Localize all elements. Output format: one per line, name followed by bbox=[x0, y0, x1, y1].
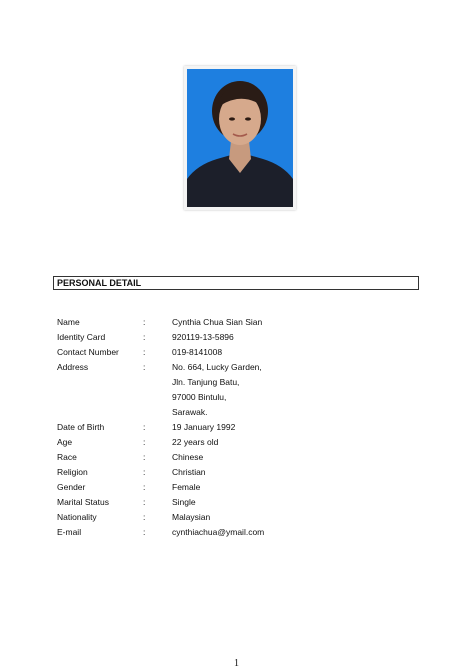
email-value: cynthiachua@ymail.com bbox=[172, 527, 265, 537]
profile-photo bbox=[184, 66, 296, 210]
detail-value: 920119-13-5896 bbox=[172, 332, 234, 342]
detail-colon: : bbox=[143, 317, 146, 327]
profile-photo-icon bbox=[187, 69, 293, 207]
detail-colon: : bbox=[143, 482, 146, 492]
detail-value: 97000 Bintulu, bbox=[172, 392, 227, 402]
detail-label: Address bbox=[57, 362, 89, 372]
detail-label: Name bbox=[57, 317, 80, 327]
detail-colon: : bbox=[143, 362, 146, 372]
detail-colon: : bbox=[143, 527, 146, 537]
detail-label: Identity Card bbox=[57, 332, 106, 342]
page-number: 1 bbox=[234, 658, 239, 669]
detail-colon: : bbox=[143, 452, 146, 462]
detail-label: Nationality bbox=[57, 512, 97, 522]
detail-colon: : bbox=[143, 467, 146, 477]
detail-value: Chinese bbox=[172, 452, 204, 462]
detail-label: Religion bbox=[57, 467, 88, 477]
detail-value: Sarawak. bbox=[172, 407, 208, 417]
detail-colon: : bbox=[143, 512, 146, 522]
detail-value: Cynthia Chua Sian Sian bbox=[172, 317, 263, 327]
detail-value: No. 664, Lucky Garden, bbox=[172, 362, 262, 372]
detail-label: Contact Number bbox=[57, 347, 119, 357]
detail-label: Marital Status bbox=[57, 497, 109, 507]
detail-value: Jln. Tanjung Batu, bbox=[172, 377, 240, 387]
detail-value: Christian bbox=[172, 467, 206, 477]
detail-value: 22 years old bbox=[172, 437, 219, 447]
section-header bbox=[53, 276, 419, 290]
detail-label: Race bbox=[57, 452, 77, 462]
detail-value: 019-8141008 bbox=[172, 347, 223, 357]
detail-label: Age bbox=[57, 437, 73, 447]
detail-label: E-mail bbox=[57, 527, 82, 537]
detail-colon: : bbox=[143, 497, 146, 507]
detail-colon: : bbox=[143, 422, 146, 432]
detail-colon: : bbox=[143, 332, 146, 342]
detail-value: Malaysian bbox=[172, 512, 211, 522]
detail-colon: : bbox=[143, 347, 146, 357]
detail-label: Gender bbox=[57, 482, 86, 492]
detail-value: Female bbox=[172, 482, 201, 492]
detail-colon: : bbox=[143, 437, 146, 447]
section-title: PERSONAL DETAIL bbox=[57, 278, 142, 288]
detail-value: 19 January 1992 bbox=[172, 422, 236, 432]
detail-value: Single bbox=[172, 497, 196, 507]
detail-label: Date of Birth bbox=[57, 422, 105, 432]
